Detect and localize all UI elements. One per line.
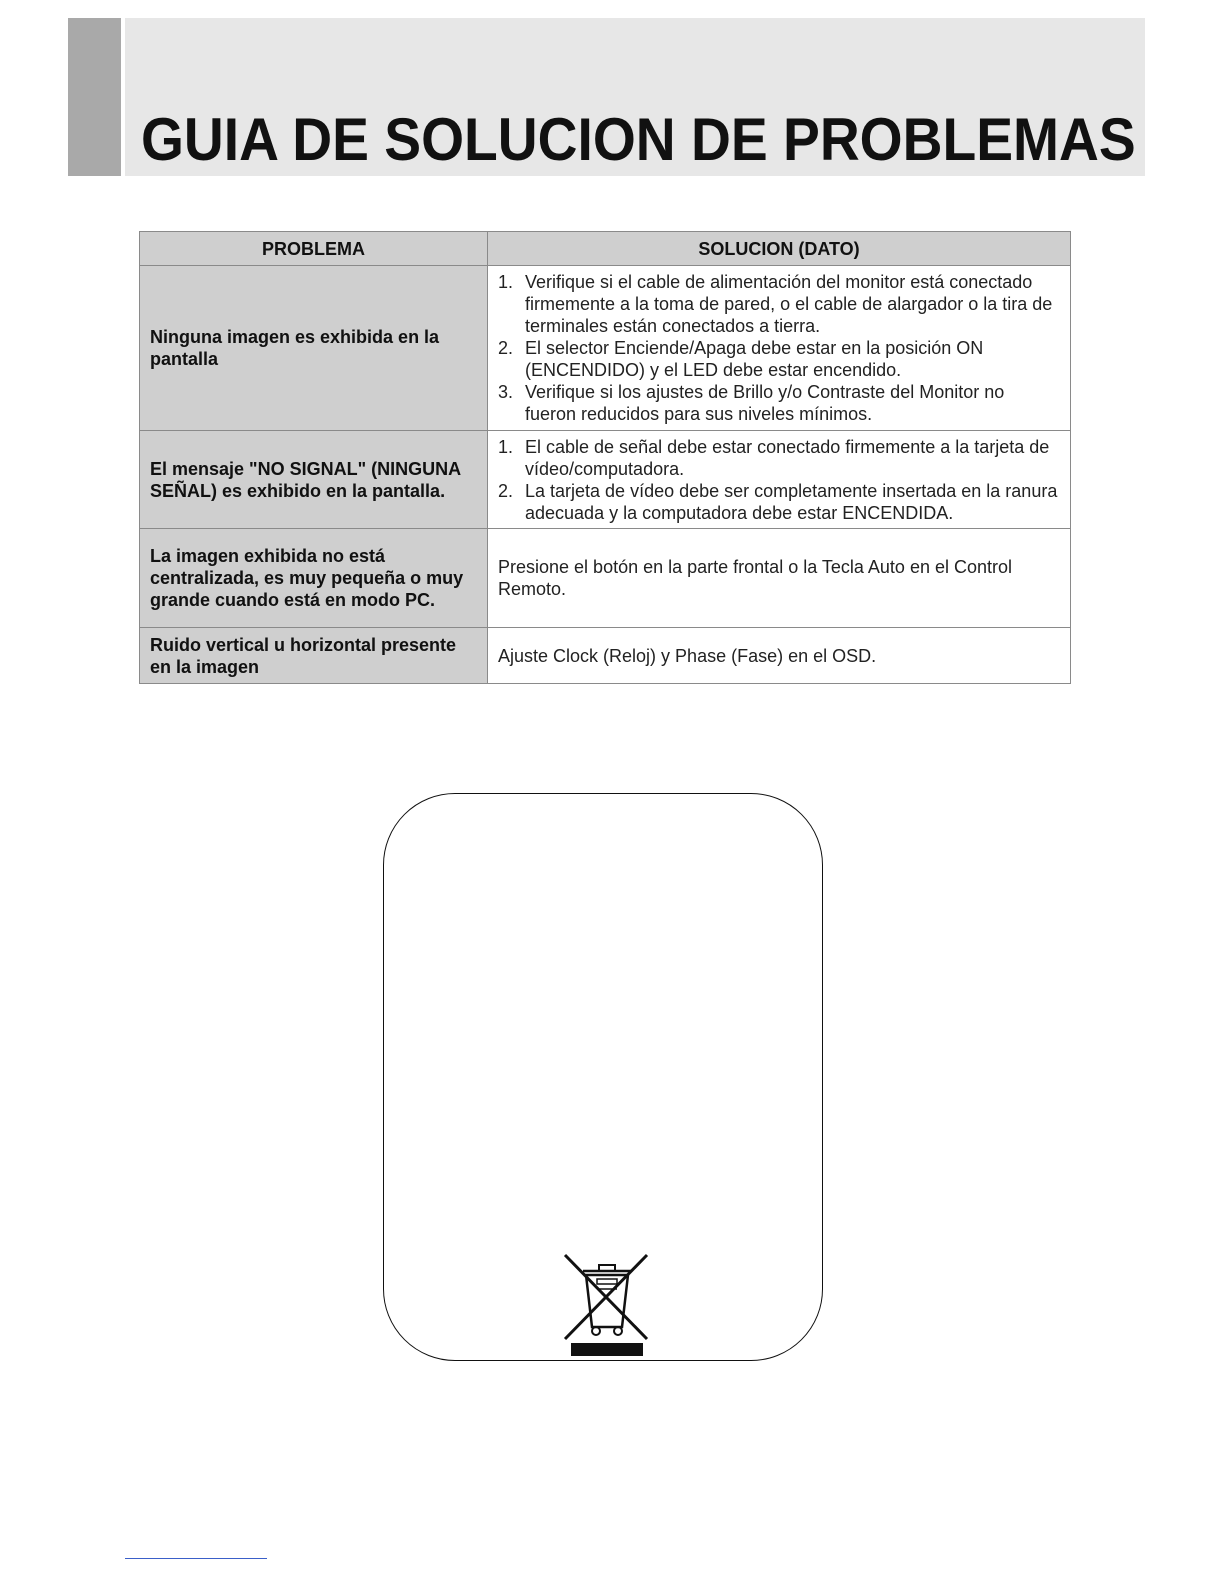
table-row bbox=[140, 628, 1071, 684]
problem-cell: Ruido vertical u horizontal presente en la imagen bbox=[140, 628, 488, 684]
footer-link-rule bbox=[125, 1558, 267, 1559]
crossed-out-wheelie-bin-icon bbox=[561, 1249, 653, 1357]
solution-cell bbox=[488, 431, 1071, 529]
solution-item-number: 1. bbox=[498, 436, 514, 457]
solution-item-number: 2. bbox=[498, 338, 514, 358]
problem-cell: La imagen exhibida no está centralizada, es muy pequeña o muy grande cuando está en modo PC. bbox=[140, 529, 488, 628]
table-row bbox=[140, 431, 1071, 529]
table-header-row bbox=[140, 232, 1071, 266]
solution-list bbox=[498, 436, 1060, 524]
solution-item-text: La tarjeta de vídeo debe ser completamente insertada en la ranura adecuada y la computadora debe estar ENCENDIDA. bbox=[525, 480, 1058, 523]
solution-item bbox=[498, 271, 1060, 337]
solution-cell bbox=[488, 266, 1071, 431]
table-row bbox=[140, 529, 1071, 628]
header-band bbox=[125, 18, 1145, 176]
solution-item-text: Verifique si el cable de alimentación del monitor está conectado firmemente a la toma de pared, o el cable de alargador o la tira de terminales están conectados a tierra. bbox=[525, 272, 1053, 336]
solution-item-number: 3. bbox=[498, 382, 514, 402]
solution-item bbox=[498, 436, 1060, 480]
troubleshooting-table bbox=[139, 231, 1071, 684]
solution-cell: Presione el botón en la parte frontal o la Tecla Auto en el Control Remoto. bbox=[488, 529, 1071, 628]
solution-item-number: 2. bbox=[498, 480, 514, 501]
solution-item bbox=[498, 337, 1060, 381]
table-row bbox=[140, 266, 1071, 431]
solution-item-text: El selector Enciende/Apaga debe estar en la posición ON (ENCENDIDO) y el LED debe estar encendido. bbox=[525, 338, 984, 380]
page-title: GUIA DE SOLUCION DE PROBLEMAS bbox=[141, 106, 1136, 173]
solution-cell: Ajuste Clock (Reloj) y Phase (Fase) en el OSD. bbox=[488, 628, 1071, 684]
solution-list bbox=[498, 271, 1060, 425]
solution-item-text: Verifique si los ajustes de Brillo y/o Contraste del Monitor no fueron reducidos para sus niveles mínimos. bbox=[525, 382, 1005, 424]
column-header-problem: PROBLEMA bbox=[140, 232, 488, 266]
problem-cell: Ninguna imagen es exhibida en la pantalla bbox=[140, 266, 488, 431]
problem-cell: El mensaje "NO SIGNAL" (NINGUNA SEÑAL) es exhibido en la pantalla. bbox=[140, 431, 488, 529]
solution-item-number: 1. bbox=[498, 272, 514, 292]
header-side-bar bbox=[68, 18, 121, 176]
solution-item-text: El cable de señal debe estar conectado firmemente a la tarjeta de vídeo/computadora. bbox=[525, 436, 1050, 479]
recycling-notice-panel bbox=[383, 793, 823, 1361]
solution-item bbox=[498, 381, 1060, 425]
column-header-solution: SOLUCION (DATO) bbox=[488, 232, 1071, 266]
solution-item bbox=[498, 480, 1060, 524]
